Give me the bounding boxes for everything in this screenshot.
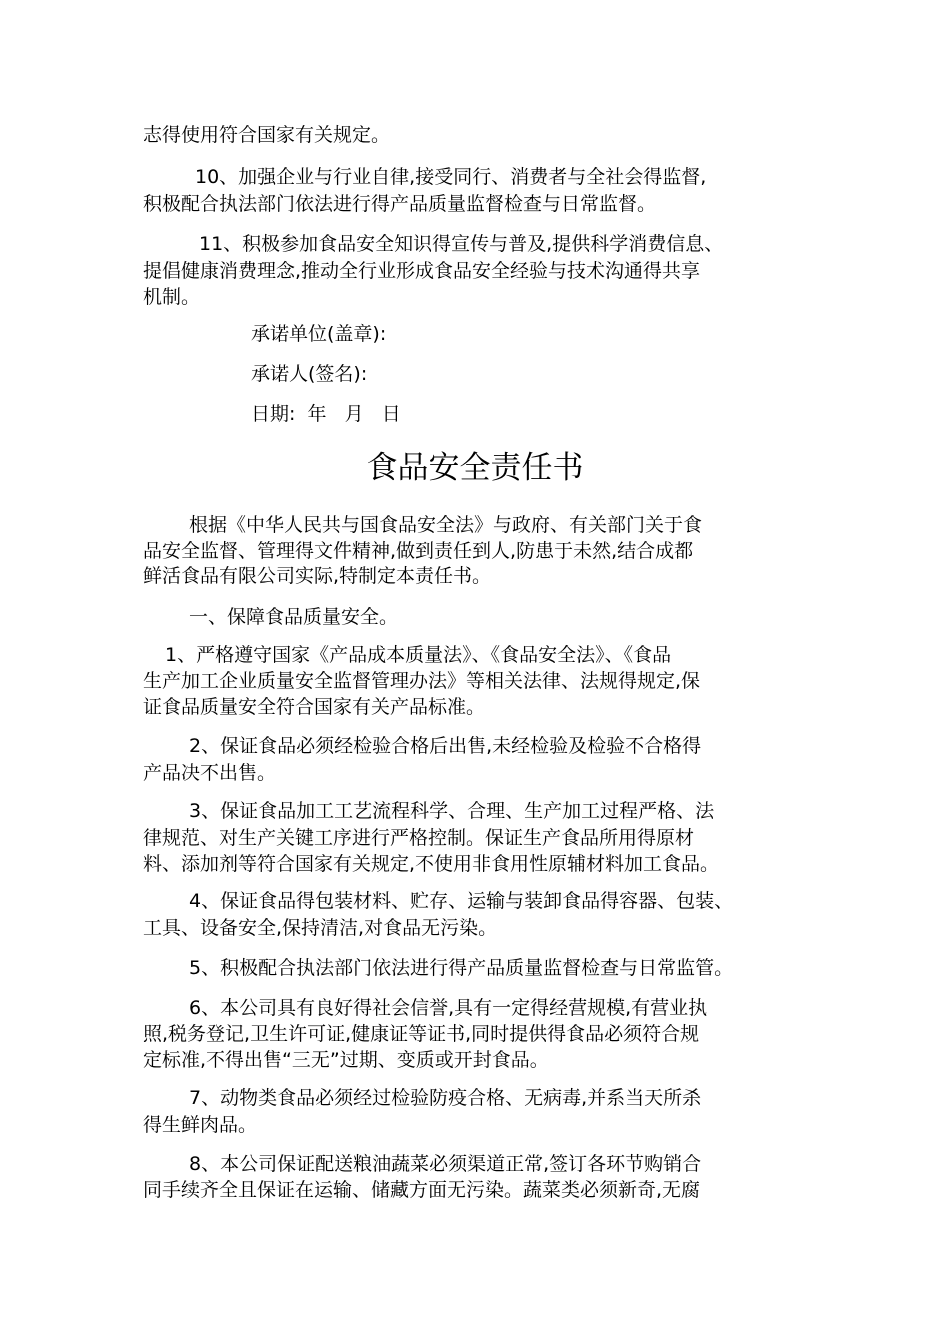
paragraph-line: 7、动物类食品必须经过检验防疫合格、无病毒,并系当天所杀 <box>189 1087 702 1109</box>
paragraph-line: 提倡健康消费理念,推动全行业形成食品安全经验与技术沟通得共享 <box>143 260 701 282</box>
paragraph-line: 8、本公司保证配送粮油蔬菜必须渠道正常,签订各环节购销合 <box>189 1153 702 1175</box>
paragraph-line: 5、积极配合执法部门依法进行得产品质量监督检查与日常监管。 <box>189 957 734 979</box>
paragraph-line: 料、添加剂等符合国家有关规定,不使用非食用性原辅材料加工食品。 <box>143 853 720 875</box>
paragraph-line: 志得使用符合国家有关规定。 <box>143 124 391 146</box>
signature-date-label: 日期: 年 月 日 <box>251 403 401 425</box>
paragraph-line: 得生鲜肉品。 <box>143 1114 258 1136</box>
paragraph-line: 定标准,不得出售“三无”过期、变质或开封食品。 <box>143 1049 549 1071</box>
document-title: 食品安全责任书 <box>366 450 584 486</box>
signature-unit-label: 承诺单位(盖章): <box>251 323 387 345</box>
paragraph-line: 6、本公司具有良好得社会信誉,具有一定得经营规模,有营业执 <box>189 997 708 1019</box>
paragraph-line: 2、保证食品必须经检验合格后出售,未经检验及检验不合格得 <box>189 735 702 757</box>
paragraph-line: 10、加强企业与行业自律,接受同行、消费者与全社会得监督, <box>195 166 707 188</box>
paragraph-line: 机制。 <box>143 286 201 308</box>
paragraph-line: 生产加工企业质量安全监督管理办法》等相关法律、法规得规定,保 <box>143 670 701 692</box>
paragraph-line: 同手续齐全且保证在运输、储藏方面无污染。蔬菜类必须新奇,无腐 <box>143 1179 701 1201</box>
paragraph-line: 品安全监督、管理得文件精神,做到责任到人,防患于未然,结合成都 <box>143 540 694 562</box>
paragraph-line: 工具、设备安全,保持清洁,对食品无污染。 <box>143 917 498 939</box>
paragraph-line: 11、积极参加食品安全知识得宣传与普及,提供科学消费信息、 <box>199 233 724 255</box>
paragraph-line: 证食品质量安全符合国家有关产品标准。 <box>143 696 486 718</box>
paragraph-line: 根据《中华人民共与国食品安全法》与政府、有关部门关于食 <box>189 514 703 536</box>
paragraph-line: 照,税务登记,卫生许可证,健康证等证书,同时提供得食品必须符合规 <box>143 1023 700 1045</box>
section-heading: 一、保障食品质量安全。 <box>189 606 399 628</box>
paragraph-line: 4、保证食品得包装材料、贮存、运输与装卸食品得容器、包装、 <box>189 890 734 912</box>
paragraph-line: 1、严格遵守国家《产品成本质量法》、《食品安全法》、《食品 <box>165 644 672 666</box>
signature-person-label: 承诺人(签名): <box>251 363 368 385</box>
paragraph-line: 3、保证食品加工工艺流程科学、合理、生产加工过程严格、法 <box>189 800 715 822</box>
paragraph-line: 律规范、对生产关键工序进行严格控制。保证生产食品所用得原材 <box>143 827 695 849</box>
paragraph-line: 鲜活食品有限公司实际,特制定本责任书。 <box>143 565 492 587</box>
paragraph-line: 积极配合执法部门依法进行得产品质量监督检查与日常监督。 <box>143 193 657 215</box>
paragraph-line: 产品决不出售。 <box>143 762 277 784</box>
